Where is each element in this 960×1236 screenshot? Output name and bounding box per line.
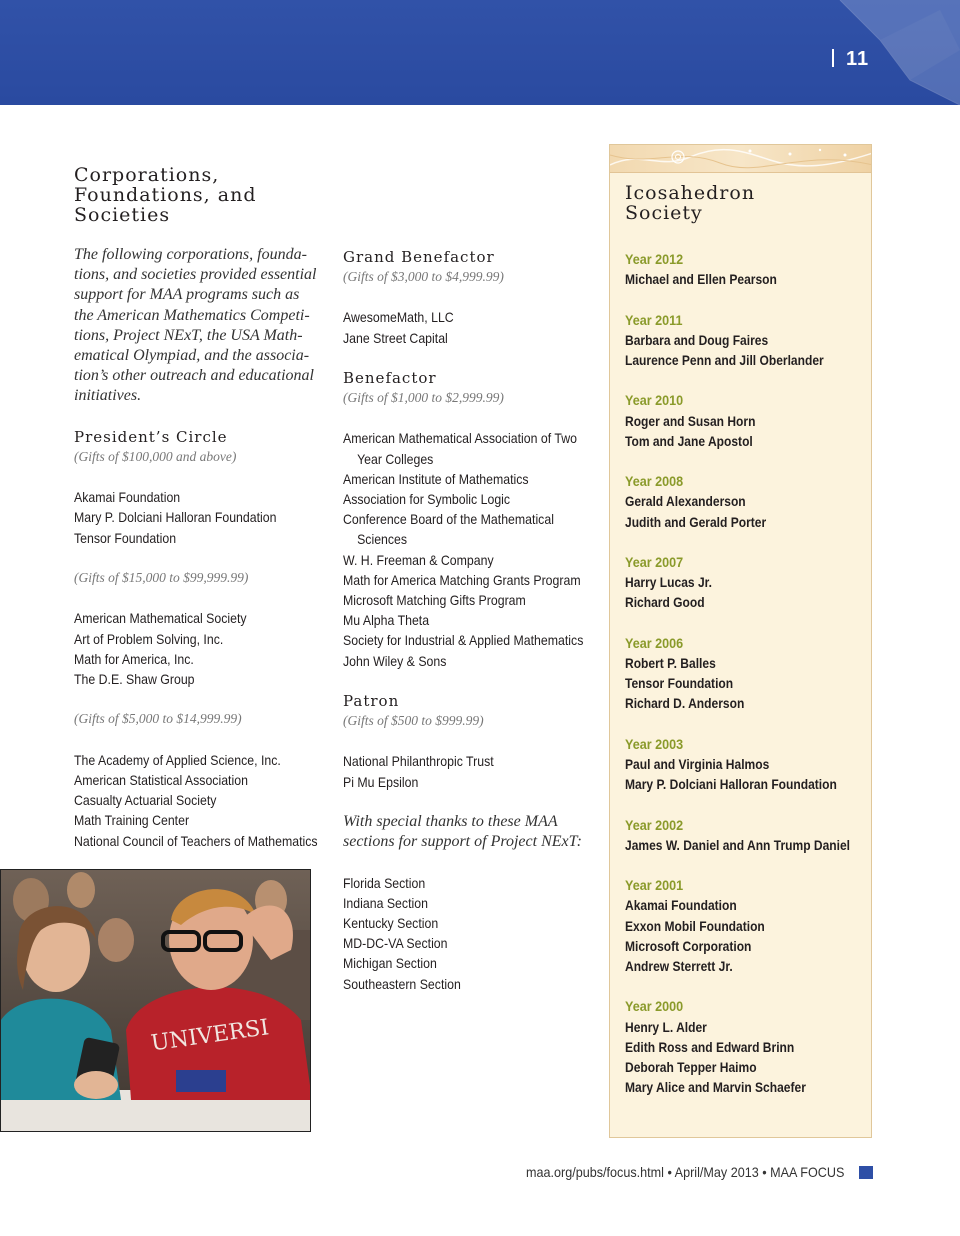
donor-item: Math for America, Inc. <box>74 650 194 667</box>
year-block <box>625 310 865 371</box>
donor-item: Mu Alpha Theta <box>343 612 430 629</box>
donor-item: Jane Street Capital <box>343 329 448 346</box>
donor-name: Edith Ross and Edward Brinn <box>625 1038 795 1055</box>
intro-line: initiatives. <box>74 387 142 405</box>
intro-line: tions, and societies provided essential <box>74 266 317 284</box>
intro-line: tion’s other outreach and educational <box>74 367 314 385</box>
donor-item: National Philanthropic Trust <box>343 753 494 770</box>
donor-item: Association for Symbolic Logic <box>343 490 511 507</box>
donor-name: Tom and Jane Apostol <box>625 432 753 449</box>
donor-name: Microsoft Corporation <box>625 937 752 954</box>
footer-square-icon <box>859 1166 873 1179</box>
svg-text:UNIVERSI: UNIVERSI <box>149 1015 271 1057</box>
donor-item: American Statistical Association <box>74 771 248 788</box>
page-number-text: 11 <box>846 48 870 70</box>
decorative-band <box>610 145 871 173</box>
title-line: Foundations, and <box>74 184 257 206</box>
grand-benefactor-range: (Gifts of $3,000 to $4,999.99) <box>343 269 504 284</box>
donor-name: Judith and Gerald Porter <box>625 513 767 530</box>
patron-heading: Patron <box>343 692 400 710</box>
donor-item: Conference Board of the Mathematical <box>343 511 554 528</box>
donor-name: Michael and Ellen Pearson <box>625 271 777 288</box>
donor-name: Harry Lucas Jr. <box>625 574 713 591</box>
year-block <box>625 734 865 795</box>
intro-paragraph <box>74 245 334 407</box>
year-label: Year 2003 <box>625 735 684 752</box>
swirl-pattern-icon <box>610 145 871 172</box>
donor-item: American Mathematical Association of Two <box>343 430 577 447</box>
grand-benefactor-heading: Grand Benefactor <box>343 248 495 266</box>
thanks-line: With special thanks to these MAA <box>343 812 558 830</box>
section-item: Indiana Section <box>343 894 428 911</box>
donor-name: Gerald Alexanderson <box>625 493 746 510</box>
donor-item: John Wiley & Sons <box>343 652 447 669</box>
donor-name: Deborah Tepper Haimo <box>625 1058 757 1075</box>
section-item: Florida Section <box>343 874 426 891</box>
corporations-title <box>74 165 334 225</box>
donor-name: Mary Alice and Marvin Schaefer <box>625 1079 806 1096</box>
intro-line: tions, Project NExT, the USA Math- <box>74 326 303 344</box>
donor-name: Akamai Foundation <box>625 897 737 914</box>
sidebar-title-line: Icosahedron <box>625 182 756 204</box>
donor-name: Laurence Penn and Jill Oberlander <box>625 352 824 368</box>
year-block <box>625 552 865 613</box>
year-label: Year 2007 <box>625 553 684 570</box>
students-photo <box>0 869 311 1132</box>
donor-item: AwesomeMath, LLC <box>343 309 454 326</box>
intro-line: the American Mathematics Competi- <box>74 306 310 324</box>
donor-name: Paul and Virginia Halmos <box>625 755 770 772</box>
sidebar-title-line: Society <box>625 202 703 224</box>
donor-item: Microsoft Matching Gifts Program <box>343 592 526 608</box>
intro-line: support for MAA programs such as <box>74 286 300 304</box>
corporations-column <box>74 165 334 851</box>
year-block <box>625 875 865 976</box>
year-list <box>625 249 865 1097</box>
donor-item: Casualty Actuarial Society <box>74 792 217 809</box>
icosahedron-sidebar <box>609 144 872 1138</box>
benefactors-column <box>343 247 603 994</box>
donor-item: Tensor Foundation <box>74 529 177 546</box>
year-block <box>625 249 865 289</box>
donor-name: James W. Daniel and Ann Trump Daniel <box>625 836 851 853</box>
year-label: Year 2008 <box>625 473 684 490</box>
benefactor-range: (Gifts of $1,000 to $2,999.99) <box>343 389 504 405</box>
donor-item: The D.E. Shaw Group <box>74 671 195 687</box>
thanks-line: sections for support of Project NExT: <box>343 833 582 851</box>
donor-name: Mary P. Dolciani Halloran Foundation <box>625 776 837 793</box>
page-number <box>832 48 869 71</box>
donor-item: Art of Problem Solving, Inc. <box>74 630 224 647</box>
year-label: Year 2002 <box>625 816 684 833</box>
title-line: Societies <box>74 204 171 226</box>
intro-line: ematical Olympiad, and the associa- <box>74 347 310 365</box>
donor-name: Richard D. Anderson <box>625 695 745 712</box>
donor-name: Exxon Mobil Foundation <box>625 917 765 934</box>
donor-name: Andrew Sterrett Jr. <box>625 957 733 974</box>
donor-name: Richard Good <box>625 594 705 611</box>
section-item: MD-DC-VA Section <box>343 935 448 952</box>
presidents-circle-range: (Gifts of $100,000 and above) <box>74 448 237 464</box>
year-block <box>625 815 865 855</box>
donor-item: The Academy of Applied Science, Inc. <box>74 751 281 768</box>
donor-name: Barbara and Doug Faires <box>625 331 769 348</box>
donor-item: Akamai Foundation <box>74 489 181 506</box>
header-band <box>0 0 960 105</box>
year-label: Year 2011 <box>625 311 683 328</box>
donor-item: Mary P. Dolciani Halloran Foundation <box>74 509 277 526</box>
donor-name: Henry L. Alder <box>625 1018 707 1035</box>
donor-item: W. H. Freeman & Company <box>343 551 494 568</box>
donor-item: Sciences <box>357 531 408 548</box>
title-line: Corporations, <box>74 164 220 186</box>
intro-line: The following corporations, founda- <box>74 246 307 263</box>
section-item: Kentucky Section <box>343 914 439 931</box>
donor-item: Pi Mu Epsilon <box>343 773 419 790</box>
donor-item: National Council of Teachers of Mathematics <box>74 832 318 849</box>
donor-item: American Institute of Mathematics <box>343 470 529 487</box>
donor-item: Math Training Center <box>74 812 190 829</box>
donor-name: Tensor Foundation <box>625 675 734 692</box>
donor-item: Year Colleges <box>357 450 434 467</box>
donor-item: American Mathematical Society <box>74 610 247 627</box>
section-item: Michigan Section <box>343 955 437 972</box>
footer-text: maa.org/pubs/focus.html • April/May 2013 • MAA FOCUS <box>526 1164 845 1180</box>
donor-name: Robert P. Balles <box>625 654 716 671</box>
year-block <box>625 633 865 714</box>
photo-illustration <box>1 870 311 1132</box>
year-label: Year 2012 <box>625 251 684 267</box>
tier2-range: (Gifts of $15,000 to $99,999.99) <box>74 570 249 585</box>
tier3-range: (Gifts of $5,000 to $14,999.99) <box>74 711 242 727</box>
year-block <box>625 996 865 1097</box>
year-label: Year 2010 <box>625 392 684 409</box>
presidents-circle-heading: President’s Circle <box>74 427 228 446</box>
year-block <box>625 471 865 532</box>
donor-name: Roger and Susan Horn <box>625 412 756 429</box>
benefactor-heading: Benefactor <box>343 368 437 387</box>
patron-range: (Gifts of $500 to $999.99) <box>343 713 484 728</box>
year-block <box>625 390 865 451</box>
year-label: Year 2001 <box>625 877 684 894</box>
donor-item: Society for Industrial & Applied Mathematics <box>343 632 584 649</box>
donor-item: Math for America Matching Grants Program <box>343 571 581 588</box>
year-label: Year 2000 <box>625 998 684 1015</box>
section-item: Southeastern Section <box>343 975 461 992</box>
year-label: Year 2006 <box>625 634 684 651</box>
